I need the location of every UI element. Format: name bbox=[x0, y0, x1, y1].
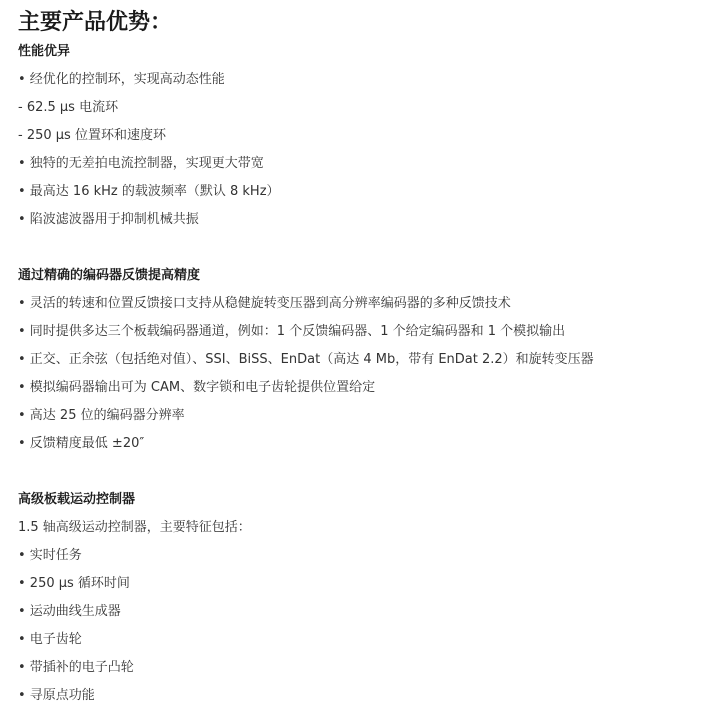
list-item: • 同时提供多达三个板载编码器通道，例如：1 个反馈编码器、1 个给定编码器和 1 个模拟输出 bbox=[18, 324, 566, 339]
page-title: 主要产品优势： bbox=[18, 10, 173, 35]
list-item: • 灵活的转速和位置反馈接口支持从稳健旋转变压器到高分辨率编码器的多种反馈技术 bbox=[18, 296, 511, 311]
list-item: • 最高达 16 kHz 的载波频率（默认 8 kHz） bbox=[18, 184, 280, 199]
section-heading-performance: 性能优异 bbox=[18, 44, 71, 59]
list-item: • 电子齿轮 bbox=[18, 632, 82, 647]
list-item: • 正交、正余弦（包括绝对值）、SSI、BiSS、EnDat（高达 4 Mb，带有 EnDat 2.2）和旋转变压器 bbox=[18, 352, 594, 367]
list-item: • 陷波滤波器用于抑制机械共振 bbox=[18, 212, 199, 227]
section-heading-encoder-feedback: 通过精确的编码器反馈提高精度 bbox=[18, 268, 201, 283]
document-body bbox=[18, 8, 698, 710]
list-item: • 反馈精度最低 ±20″ bbox=[18, 436, 145, 451]
section-heading-motion-controller: 高级板载运动控制器 bbox=[18, 492, 136, 507]
list-item: • 模拟编码器输出可为 CAM、数字锁和电子齿轮提供位置给定 bbox=[18, 380, 376, 395]
intro-text: 1.5 轴高级运动控制器，主要特征包括： bbox=[18, 520, 251, 535]
section-spacer bbox=[18, 234, 698, 262]
section-spacer bbox=[18, 458, 698, 486]
list-item: • 带插补的电子凸轮 bbox=[18, 660, 134, 675]
list-item: • 独特的无差拍电流控制器，实现更大带宽 bbox=[18, 156, 264, 171]
list-item: • 250 μs 循环时间 bbox=[18, 576, 130, 591]
list-item: • 运动曲线生成器 bbox=[18, 604, 121, 619]
list-item: • 实时任务 bbox=[18, 548, 82, 563]
list-item: - 250 μs 位置环和速度环 bbox=[18, 128, 166, 143]
list-item: • 经优化的控制环，实现高动态性能 bbox=[18, 72, 225, 87]
list-item: • 寻原点功能 bbox=[18, 688, 95, 703]
list-item: - 62.5 μs 电流环 bbox=[18, 100, 119, 115]
list-item: • 高达 25 位的编码器分辨率 bbox=[18, 408, 185, 423]
